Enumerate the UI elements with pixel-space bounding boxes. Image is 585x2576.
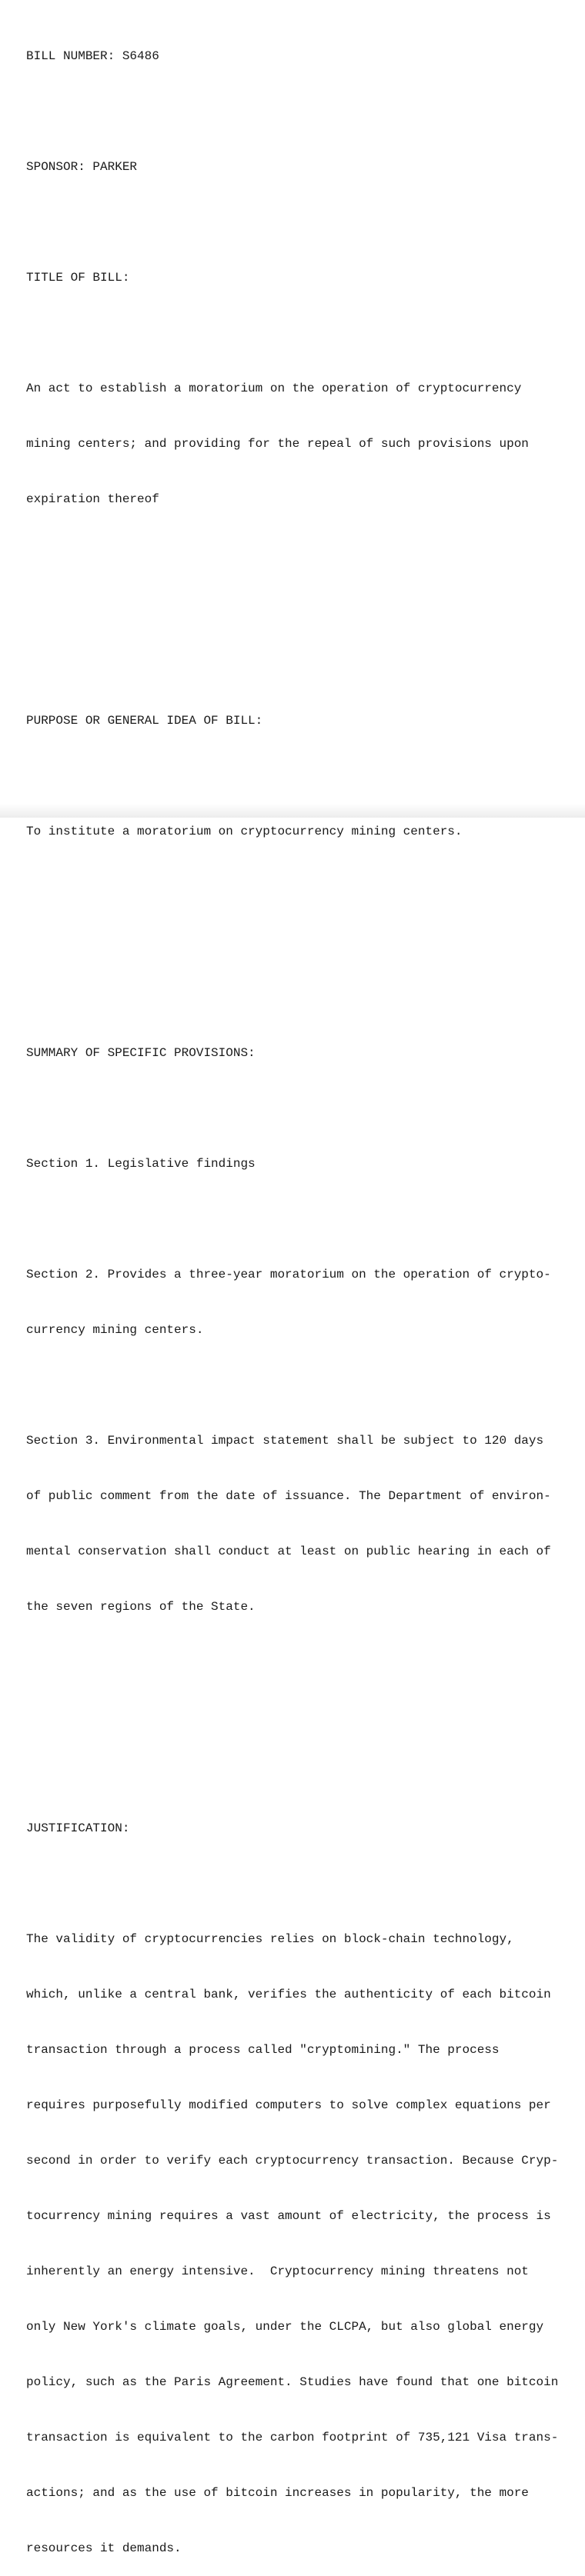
title-heading: TITLE OF BILL: [26, 271, 130, 285]
blank-line [26, 1210, 580, 1228]
blank-line [26, 1099, 580, 1118]
blank-line [26, 324, 580, 342]
justification-heading: JUSTIFICATION: [26, 1821, 130, 1835]
blank-line [26, 601, 580, 619]
blank-line [26, 933, 580, 951]
justification-line: transaction is equivalent to the carbon footprint of 735,121 Visa trans- [26, 2431, 559, 2444]
blank-line [26, 102, 580, 121]
justification-line: tocurrency mining requires a vast amount of electricity, the process is [26, 2209, 551, 2223]
blank-line [26, 1376, 580, 1395]
justification-line: requires purposefully modified computers to solve complex equations per [26, 2098, 551, 2112]
justification-line: only New York's climate goals, under the CLCPA, but also global energy [26, 2320, 544, 2334]
justification-line: second in order to verify each cryptocurrency transaction. Because Cryp- [26, 2154, 559, 2168]
blank-line [26, 656, 580, 675]
blank-line [26, 545, 580, 564]
blank-line [26, 1764, 580, 1782]
title-text-line: expiration thereof [26, 492, 159, 506]
justification-line: inherently an energy intensive. Cryptocurrency mining threatens not [26, 2264, 529, 2278]
section-3-line: of public comment from the date of issuance. The Department of environ- [26, 1489, 551, 1503]
blank-line [26, 767, 580, 785]
justification-line: transaction through a process called "cryptomining." The process [26, 2043, 500, 2057]
blank-line [26, 878, 580, 896]
section-2-line: Section 2. Provides a three-year moratorium on the operation of crypto- [26, 1268, 551, 1281]
justification-line: resources it demands. [26, 2541, 182, 2555]
blank-line [26, 213, 580, 232]
section-3-line: Section 3. Environmental impact statement shall be subject to 120 days [26, 1434, 544, 1448]
bill-document [26, 10, 580, 2576]
purpose-text-line: To institute a moratorium on cryptocurrency mining centers. [26, 825, 463, 838]
justification-line: actions; and as the use of bitcoin increases in popularity, the more [26, 2486, 529, 2500]
bottom-edge-shadow [0, 804, 585, 818]
section-2-line: currency mining centers. [26, 1323, 204, 1337]
bill-number-line: BILL NUMBER: S6486 [26, 49, 159, 63]
section-3-line: the seven regions of the State. [26, 1600, 256, 1614]
blank-line [26, 988, 580, 1007]
justification-line: which, unlike a central bank, verifies the authenticity of each bitcoin [26, 1988, 551, 2001]
sponsor-line: SPONSOR: PARKER [26, 160, 138, 174]
title-text-line: mining centers; and providing for the repeal of such provisions upon [26, 437, 529, 451]
blank-line [26, 1875, 580, 1893]
justification-line: The validity of cryptocurrencies relies on block-chain technology, [26, 1932, 514, 1946]
summary-heading: SUMMARY OF SPECIFIC PROVISIONS: [26, 1046, 256, 1060]
blank-line [26, 1708, 580, 1727]
title-text-line: An act to establish a moratorium on the operation of cryptocurrency [26, 382, 522, 395]
blank-line [26, 1653, 580, 1671]
section-1-line: Section 1. Legislative findings [26, 1157, 256, 1171]
purpose-heading: PURPOSE OR GENERAL IDEA OF BILL: [26, 714, 263, 728]
section-3-line: mental conservation shall conduct at least on public hearing in each of [26, 1545, 551, 1558]
justification-line: policy, such as the Paris Agreement. Studies have found that one bitcoin [26, 2375, 559, 2389]
